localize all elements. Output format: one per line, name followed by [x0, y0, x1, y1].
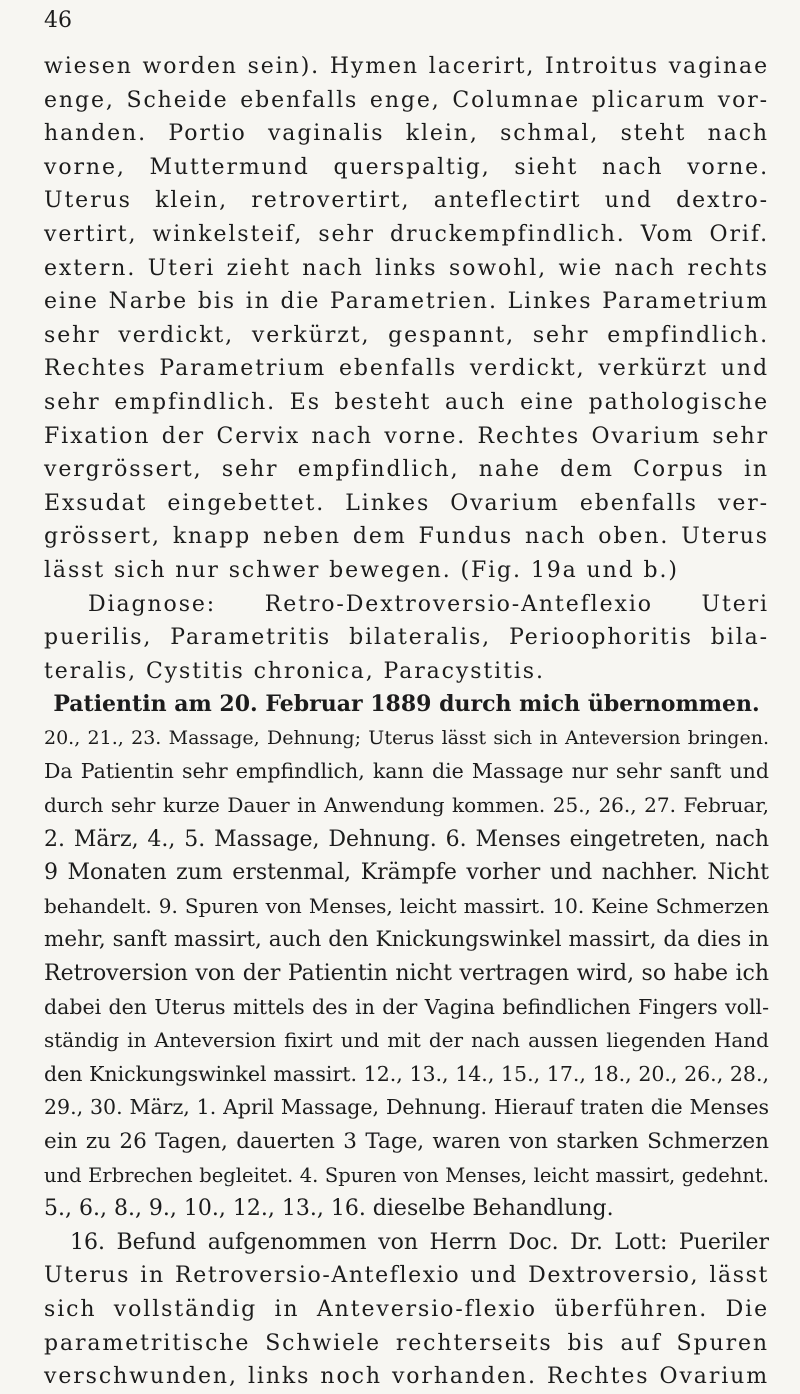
text-line: vertirt, winkelsteif, sehr druckempfindlich. Vom Orif.	[44, 221, 769, 247]
text-line: 16. Befund aufgenommen von Herrn Doc. Dr. Lott: Pueriler	[70, 1229, 769, 1255]
diagnosis-line: Diagnose: Retro-Dextroversio-Anteflexio Uteri	[88, 591, 769, 617]
text-line: vergrössert, sehr empfindlich, nahe dem Corpus in	[44, 457, 769, 483]
text-line: Fixation der Cervix nach vorne. Rechtes Ovarium sehr	[44, 423, 769, 449]
text-line: verschwunden, links noch vorhanden. Rechtes Ovarium	[44, 1364, 769, 1390]
text-line: ständig in Anteversion fixirt und mit der nach aussen liegenden Hand	[44, 1028, 769, 1053]
body-text	[44, 50, 769, 1394]
text-line: vorne, Muttermund querspaltig, sieht nach vorne.	[44, 154, 769, 180]
text-line: Exsudat eingebettet. Linkes Ovarium ebenfalls ver-	[44, 490, 769, 516]
text-line: 20., 21., 23. Massage, Dehnung; Uterus lässt sich in Anteversion bringen.	[44, 726, 769, 749]
text-line: Uterus in Retroversio-Anteflexio und Dextroversio, lässt	[44, 1263, 769, 1289]
text-line: den Knickungswinkel massirt. 12., 13., 14., 15., 17., 18., 20., 26., 28.,	[44, 1061, 769, 1086]
text-line: wiesen worden sein). Hymen lacerirt, Introitus vaginae	[44, 54, 769, 79]
diagnosis-line: puerilis, Parametritis bilateralis, Perioophoritis bila-	[44, 625, 769, 651]
text-line: Retroversion von der Patientin nicht vertragen wird, so habe ich	[44, 961, 769, 987]
text-line: mehr, sanft massirt, auch den Knickungswinkel massirt, da dies in	[44, 927, 769, 953]
text-line: handen. Portio vaginalis klein, schmal, steht nach	[44, 121, 769, 147]
text-line: ein zu 26 Tagen, dauerten 3 Tage, waren von starken Schmerzen	[44, 1129, 769, 1154]
text-line: Uterus klein, retrovertirt, anteflectirt und dextro-	[44, 188, 769, 214]
text-line: 9 Monaten zum erstenmal, Krämpfe vorher und nachher. Nicht	[44, 860, 769, 886]
text-line: extern. Uteri zieht nach links sowohl, wie nach rechts	[44, 255, 769, 281]
text-line: enge, Scheide ebenfalls enge, Columnae plicarum vor-	[44, 87, 769, 113]
text-line: grössert, knapp neben dem Fundus nach oben. Uterus	[44, 524, 769, 550]
text-line: 2. März, 4., 5. Massage, Dehnung. 6. Menses eingetreten, nach	[44, 826, 769, 852]
text-line: behandelt. 9. Spuren von Menses, leicht massirt. 10. Keine Schmerzen	[44, 893, 769, 918]
text-line: Rechtes Parametrium ebenfalls verdickt, verkürzt und	[44, 356, 769, 382]
text-line: durch sehr kurze Dauer in Anwendung kommen. 25., 26., 27. Februar,	[44, 793, 769, 818]
text-line: dabei den Uterus mittels des in der Vagina befindlichen Fingers voll-	[44, 994, 769, 1019]
text-line: sehr verdickt, verkürzt, gespannt, sehr empfindlich.	[44, 322, 769, 348]
text-line: sehr empfindlich. Es besteht auch eine pathologische	[44, 389, 769, 415]
text-line: parametritische Schwiele rechterseits bis auf Spuren	[44, 1330, 769, 1356]
text-line: und Erbrechen begleitet. 4. Spuren von Menses, leicht massirt, gedehnt.	[44, 1163, 769, 1187]
text-line: eine Narbe bis in die Parametrien. Linkes Parametrium	[44, 289, 769, 315]
page-number: 46	[44, 8, 72, 33]
text-line: 5., 6., 8., 9., 10., 12., 13., 16. dieselbe Behandlung.	[44, 1196, 614, 1222]
text-line: Da Patientin sehr empfindlich, kann die Massage nur sehr sanft und	[44, 759, 769, 784]
text-line: sich vollständig in Anteversio-flexio überführen. Die	[44, 1296, 769, 1322]
section-heading: Patientin am 20. Februar 1889 durch mich übernommen.	[53, 691, 760, 718]
diagnosis-line: teralis, Cystitis chronica, Paracystitis.	[44, 658, 545, 684]
text-line: 29., 30. März, 1. April Massage, Dehnung. Hierauf traten die Menses	[44, 1095, 769, 1120]
text-line: lässt sich nur schwer bewegen. (Fig. 19a und b.)	[44, 557, 679, 583]
